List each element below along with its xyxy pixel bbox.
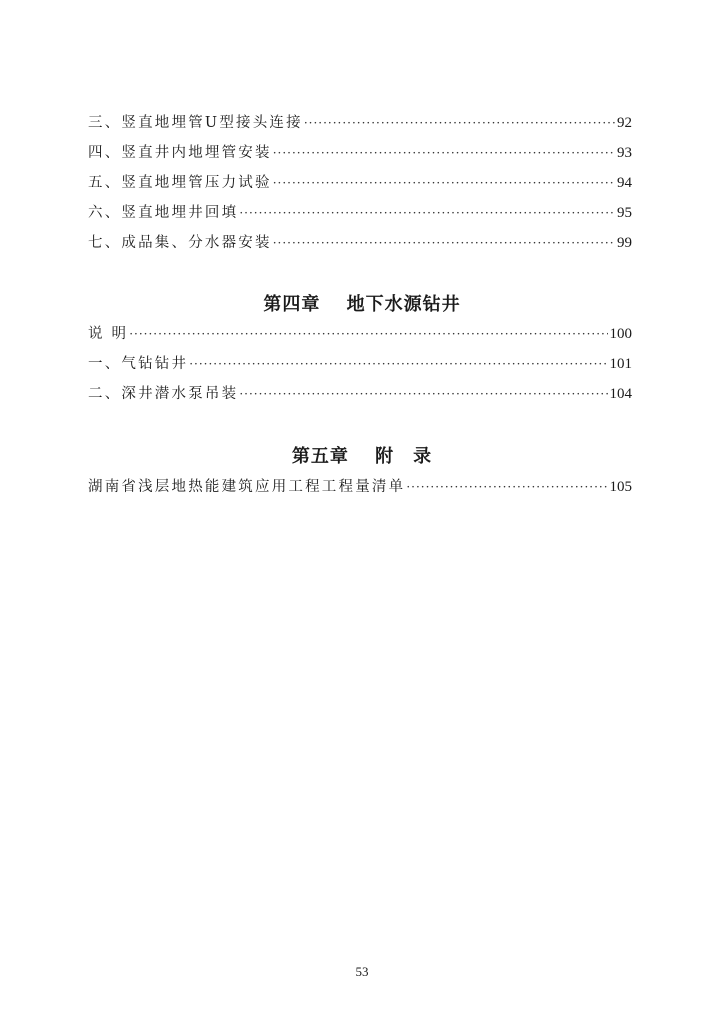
toc-dot-leader	[239, 379, 607, 409]
toc-entry-title: 湖南省浅层地热能建筑应用工程工程量清单	[88, 479, 406, 495]
toc-entry-page: 104	[609, 386, 632, 402]
toc-entry-page: 95	[617, 205, 632, 221]
toc-entry-page: 93	[617, 145, 632, 161]
toc-chapter4-list	[88, 319, 632, 409]
toc-entry-page: 99	[617, 235, 632, 251]
toc-entry[interactable]	[88, 349, 632, 379]
toc-dot-leader	[239, 198, 615, 228]
toc-chapter5-list	[88, 472, 632, 502]
chapter-heading: 第五章 附 录	[291, 446, 433, 467]
toc-entry-title: 四、竖直井内地埋管安装	[88, 145, 272, 161]
toc-dot-leader	[273, 168, 615, 198]
toc-entry[interactable]	[88, 138, 632, 168]
toc-entry[interactable]	[88, 108, 632, 138]
toc-entry[interactable]	[88, 168, 632, 198]
toc-dot-leader	[129, 319, 607, 349]
toc-chapter3-list	[88, 108, 632, 258]
toc-entry-title: 三、竖直地埋管U型接头连接	[88, 115, 303, 131]
toc-entry-page: 101	[609, 356, 632, 372]
toc-entry-title: 七、成品集、分水器安装	[88, 235, 272, 251]
toc-entry-page: 100	[609, 326, 632, 342]
toc-entry[interactable]	[88, 198, 632, 228]
toc-entry-title: 五、竖直地埋管压力试验	[88, 175, 272, 191]
toc-entry-title: 一、气钻钻井	[88, 356, 189, 372]
toc-entry-title: 说 明	[88, 326, 129, 342]
toc-entry[interactable]	[88, 228, 632, 258]
chapter-heading: 第四章 地下水源钻井	[263, 294, 461, 315]
toc-entry-title: 二、深井潜水泵吊装	[88, 386, 239, 402]
toc-entry-page: 94	[617, 175, 632, 191]
toc-entry[interactable]	[88, 319, 632, 349]
toc-entry-page: 92	[617, 115, 632, 131]
toc-dot-leader	[273, 138, 615, 168]
toc-entry[interactable]	[88, 379, 632, 409]
toc-dot-leader	[273, 228, 615, 258]
toc-dot-leader	[304, 108, 615, 138]
page-number: 53	[355, 964, 369, 979]
toc-entry-page: 105	[609, 479, 632, 495]
toc-entry-title: 六、竖直地埋井回填	[88, 205, 239, 221]
toc-dot-leader	[189, 349, 607, 379]
toc-dot-leader	[406, 472, 607, 502]
toc-entry[interactable]	[88, 472, 632, 502]
